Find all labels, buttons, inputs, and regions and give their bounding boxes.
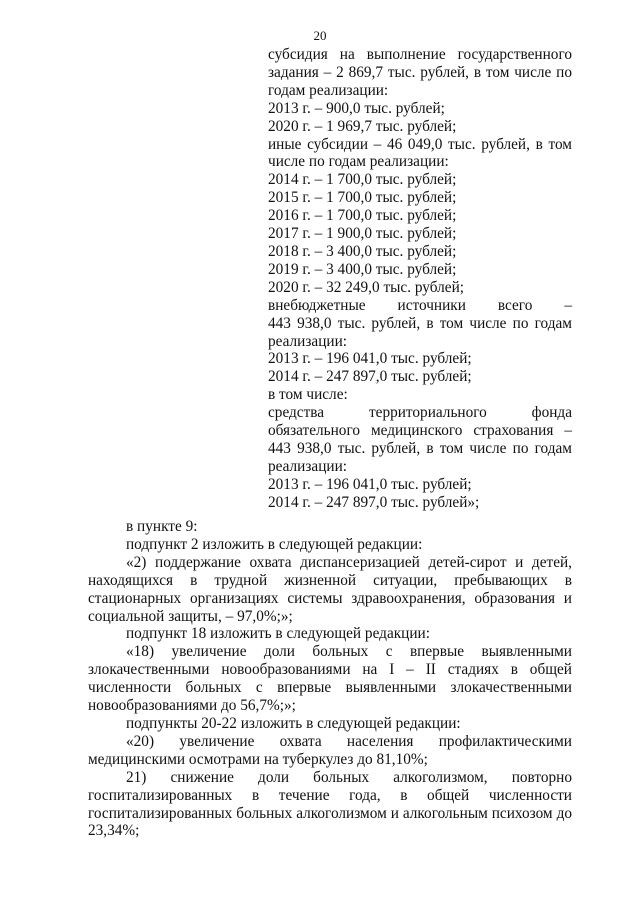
page-number: 20 (313, 28, 327, 43)
funding-line: внебюджетные источники всего – (268, 296, 572, 314)
funding-line: 2013 г. – 196 041,0 тыс. рублей; (268, 350, 472, 368)
text-line: находящихся в трудной жизненной ситуации, пребывающих в (88, 571, 572, 589)
text-line: подпункт 18 изложить в следующей редакции: (126, 625, 430, 643)
text-line: 21) снижение доли больных алкоголизмом, повторно (126, 768, 572, 786)
funding-line: реализации: (268, 332, 348, 350)
funding-line: 2019 г. – 3 400,0 тыс. рублей; (268, 260, 457, 278)
funding-line: 2018 г. – 3 400,0 тыс. рублей; (268, 242, 457, 260)
text-line: «18) увеличение доли больных с впервые выявленными (126, 643, 572, 661)
text-line: госпитализированных больных алкоголизмом и алкогольным психозом до (88, 804, 572, 822)
funding-line: задания – 2 869,7 тыс. рублей, в том числе по (268, 63, 572, 81)
funding-line: 2013 г. – 900,0 тыс. рублей; (268, 99, 445, 117)
funding-line: 443 938,0 тыс. рублей, в том числе по годам (268, 439, 572, 457)
funding-line: в том числе: (268, 386, 348, 404)
funding-line: 2020 г. – 1 969,7 тыс. рублей; (268, 117, 457, 135)
funding-line: субсидия на выполнение государственного (268, 46, 572, 63)
funding-line: 443 938,0 тыс. рублей, в том числе по годам (268, 314, 572, 332)
text-line: злокачественными новообразованиями на I – II стадиях в общей (88, 661, 572, 679)
funding-line: 2016 г. – 1 700,0 тыс. рублей; (268, 207, 457, 225)
text-line: в пункте 9: (126, 518, 198, 535)
text-line: новообразованиями до 56,7%;»; (88, 697, 296, 715)
text-line: «2) поддержание охвата диспансеризацией детей-сирот и детей, (126, 553, 572, 571)
funding-line: средства территориального фонда (268, 404, 572, 422)
text-line: стационарных организациях системы здравоохранения, образования и (88, 589, 572, 607)
amendment-text-block (88, 518, 572, 840)
funding-line: 2014 г. – 247 897,0 тыс. рублей; (268, 368, 472, 386)
text-line: госпитализированных в течение года, в общей численности (88, 786, 572, 804)
funding-line: 2020 г. – 32 249,0 тыс. рублей; (268, 278, 465, 296)
funding-line: 2013 г. – 196 041,0 тыс. рублей; (268, 475, 472, 493)
funding-line: 2017 г. – 1 900,0 тыс. рублей; (268, 225, 457, 243)
funding-line: 2014 г. – 247 897,0 тыс. рублей»; (268, 493, 480, 511)
text-line: медицинскими осмотрами на туберкулез до 81,10%; (88, 750, 428, 768)
funding-line: годам реализации: (268, 81, 389, 99)
text-line: подпункт 2 изложить в следующей редакции: (126, 535, 423, 553)
text-line: социальной защиты, – 97,0%;»; (88, 607, 293, 625)
funding-details-block (268, 46, 572, 512)
funding-line: иные субсидии – 46 049,0 тыс. рублей, в том (268, 135, 572, 153)
funding-line: 2015 г. – 1 700,0 тыс. рублей; (268, 189, 457, 207)
text-line: подпункты 20-22 изложить в следующей редакции: (126, 714, 461, 732)
text-line: 23,34%; (88, 822, 140, 840)
funding-line: числе по годам реализации: (268, 153, 449, 171)
text-line: «20) увеличение охвата населения профилактическими (126, 732, 572, 750)
funding-line: 2014 г. – 1 700,0 тыс. рублей; (268, 171, 457, 189)
funding-line: реализации: (268, 457, 348, 475)
funding-line: обязательного медицинского страхования – (268, 422, 572, 440)
text-line: численности больных с впервые выявленными злокачественными (88, 679, 572, 697)
